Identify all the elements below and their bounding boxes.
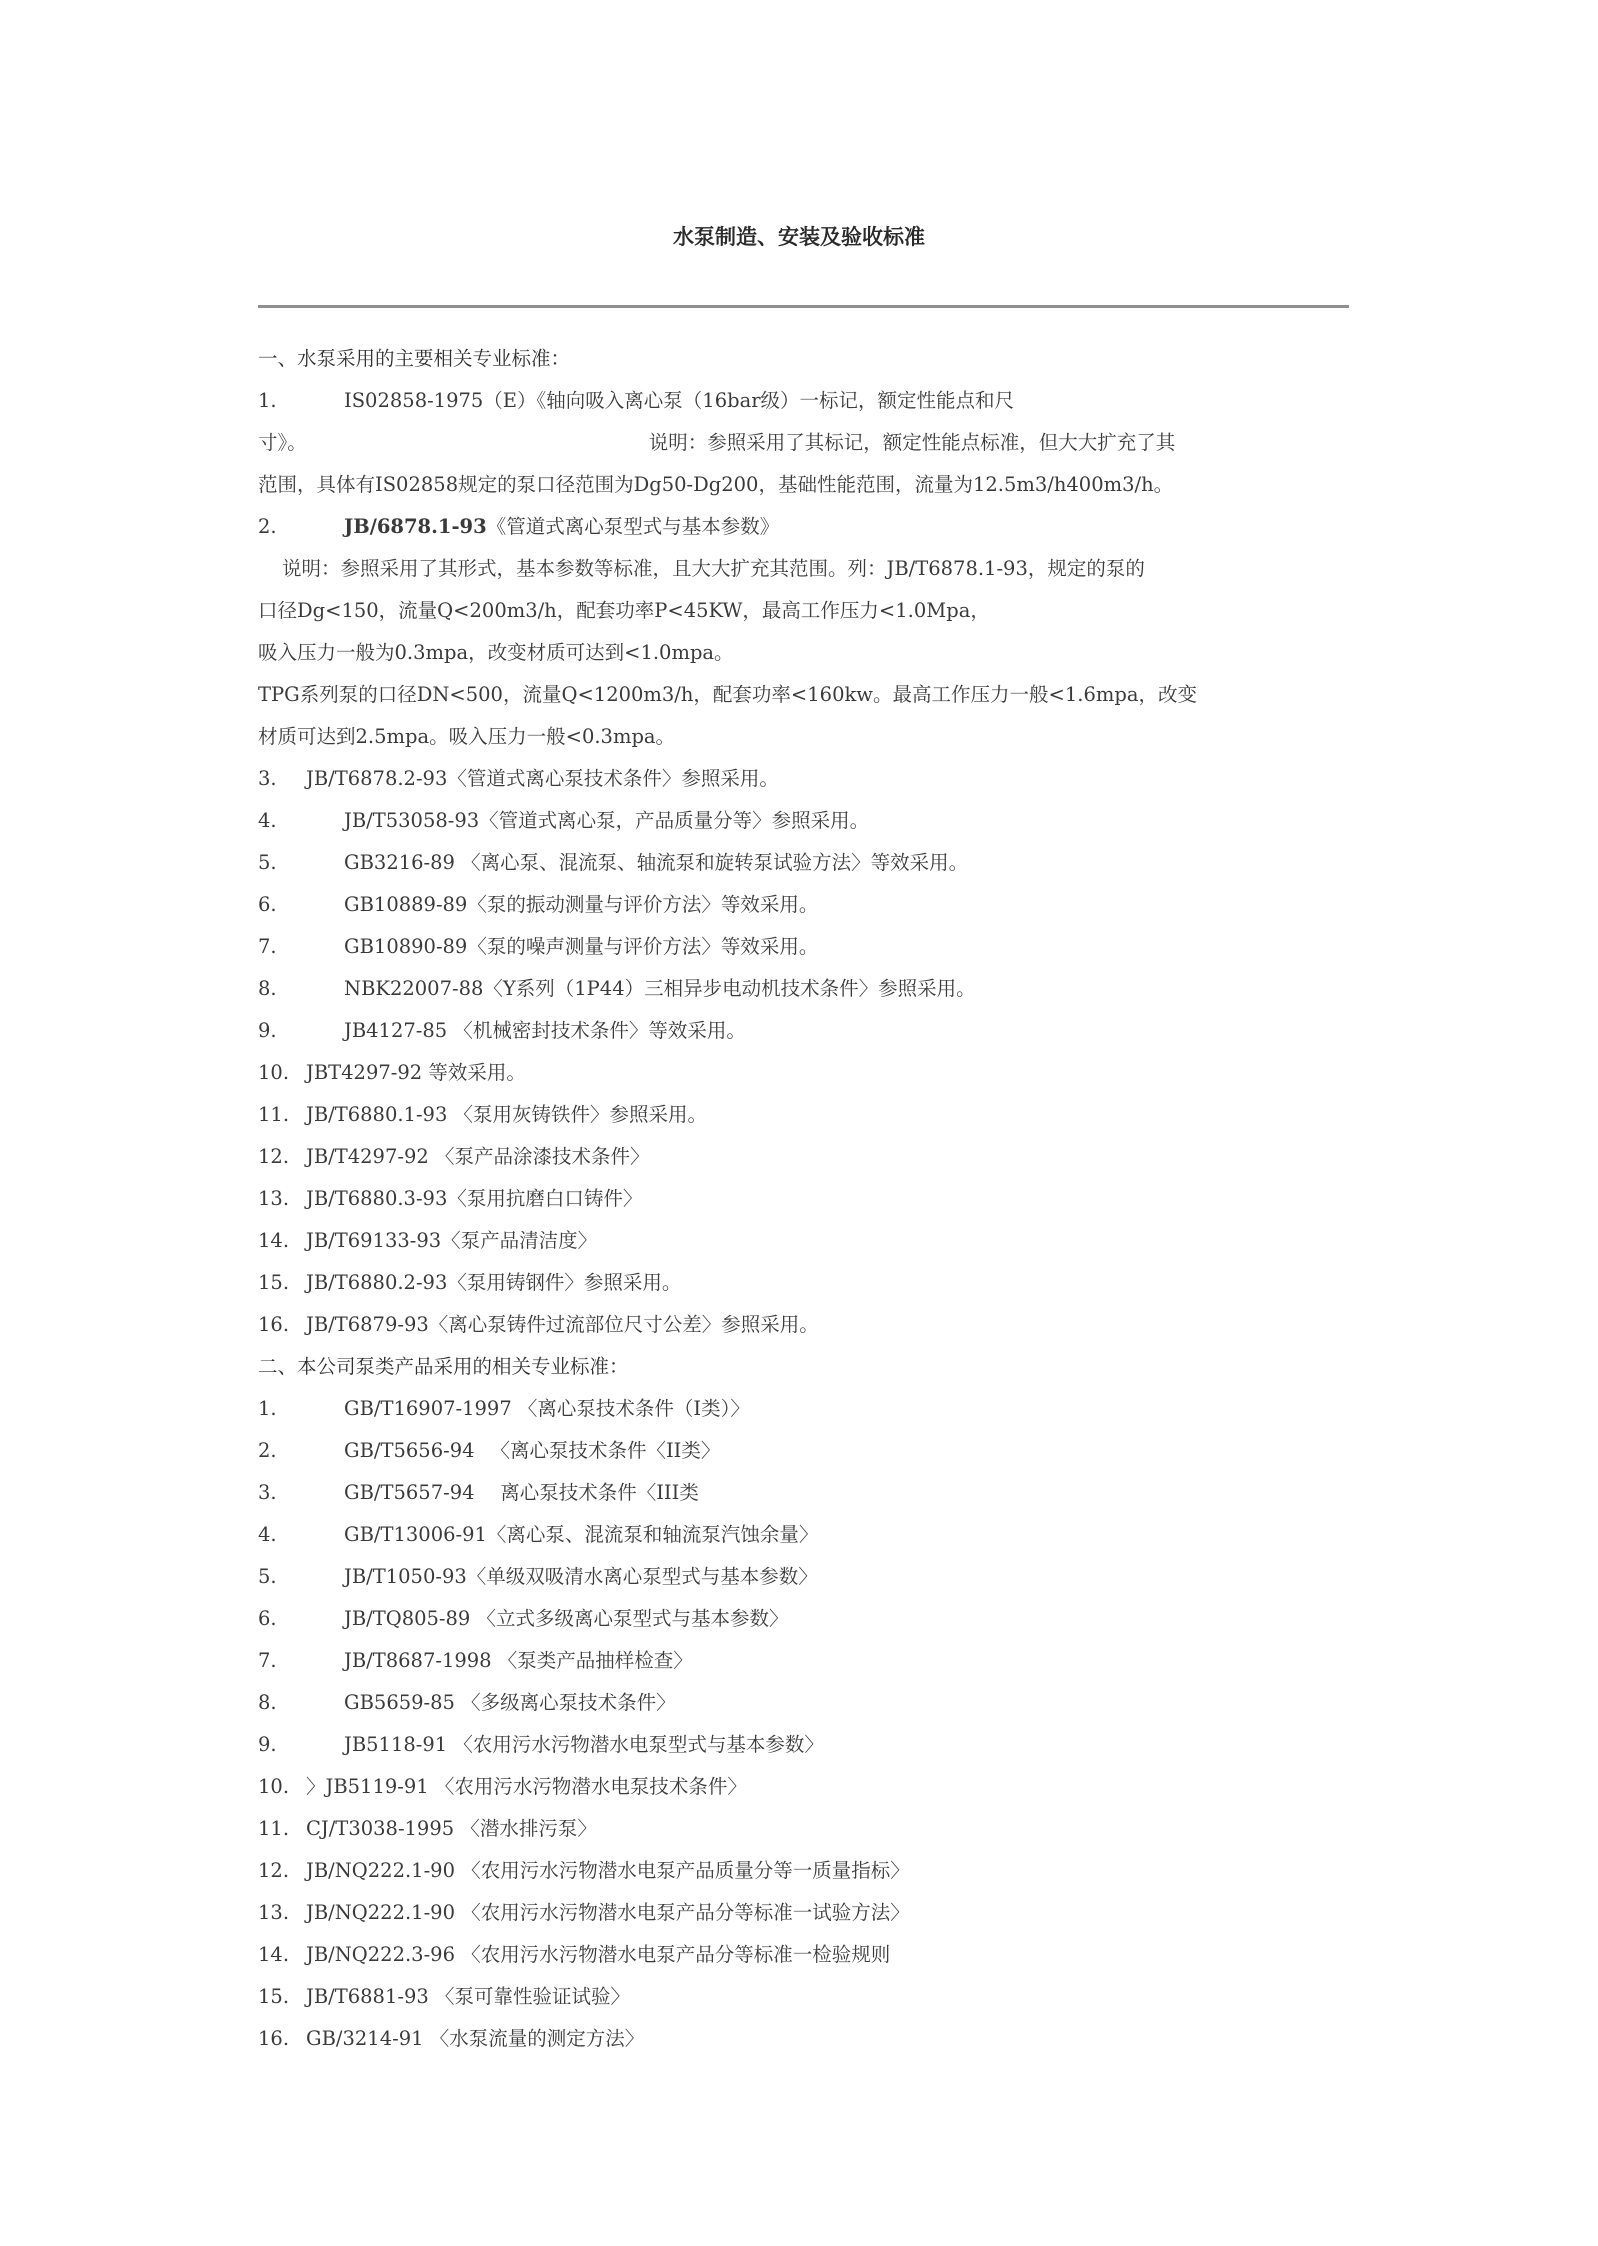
item-text: JB/T6880.2-93〈泵用铸钢件〉参照采用。 <box>306 1271 682 1294</box>
title-divider <box>258 305 1349 308</box>
item-text: CJ/T3038-1995 〈潜水排污泵〉 <box>306 1817 597 1840</box>
item-number: 8. <box>258 977 277 1000</box>
item-text: JB/T4297-92 〈泵产品涂漆技术条件〉 <box>306 1145 650 1168</box>
section-1-item-2-note-1 <box>258 548 1349 590</box>
item-number: 16. <box>258 2027 290 2050</box>
item-text: JB/T8687-1998 〈泵类产品抽样检查〉 <box>344 1649 693 1672</box>
section-1-list-item <box>258 842 1349 884</box>
section-1-list-item <box>258 1052 1349 1094</box>
item-number: 7. <box>258 1649 277 1672</box>
item-text: 寸》。 <box>258 431 307 454</box>
section-1-item-2-note-2: 口径Dg<150，流量Q<200m3/h，配套功率P<45KW，最高工作压力<1.0Mpa， <box>258 599 990 622</box>
section-2-list-item <box>258 1430 1349 1472</box>
item-number: 8. <box>258 1691 277 1714</box>
section-1-item-2-note-4: TPG系列泵的口径DN<500，流量Q<1200m3/h，配套功率<160kw。最高工作压力一般<1.6mpa，改变 <box>258 683 1197 706</box>
item-number: 13. <box>258 1187 290 1210</box>
section-1-list-item <box>258 1262 1349 1304</box>
item-text: GB/T13006-91〈离心泵、混流泵和轴流泵汽蚀余量〉 <box>344 1523 819 1546</box>
section-1-heading: 一、水泵采用的主要相关专业标准： <box>258 347 571 370</box>
item-text: JB/T6880.3-93〈泵用抗磨白口铸件〉 <box>306 1187 643 1210</box>
section-2-heading: 二、本公司泵类产品采用的相关专业标准： <box>258 1355 629 1378</box>
section-2-list-item <box>258 1640 1349 1682</box>
item-number: 4. <box>258 1523 277 1546</box>
item-text: GB5659-85 〈多级离心泵技术条件〉 <box>344 1691 676 1714</box>
item-number: 15. <box>258 1271 290 1294</box>
item-number: 1. <box>258 389 277 412</box>
item-text: GB10889-89〈泵的振动测量与评价方法〉等效采用。 <box>344 893 819 916</box>
section-2-list-item <box>258 1682 1349 1724</box>
section-2-list-item <box>258 1766 1349 1808</box>
section-1-list-item <box>258 1178 1349 1220</box>
section-2-list-item <box>258 1472 1349 1514</box>
section-2-list-item <box>258 1808 1349 1850</box>
item-number: 6. <box>258 893 277 916</box>
item-number: 5. <box>258 1565 277 1588</box>
item-number: 15. <box>258 1985 290 2008</box>
document-body <box>258 338 1349 2060</box>
section-2-list-item <box>258 1598 1349 1640</box>
section-2-list-item <box>258 2018 1349 2060</box>
section-1-item-1-line-1 <box>258 380 1349 422</box>
section-1-item-2 <box>258 506 1349 548</box>
item-text: GB10890-89〈泵的噪声测量与评价方法〉等效采用。 <box>344 935 819 958</box>
item-text: JB/T1050-93〈单级双吸清水离心泵型式与基本参数〉 <box>344 1565 818 1588</box>
section-2-list-item <box>258 1892 1349 1934</box>
item-number: 12. <box>258 1145 290 1168</box>
item-text: 〉JB5119-91 〈农用污水污物潜水电泵技术条件〉 <box>306 1775 747 1798</box>
section-1-list-item <box>258 1136 1349 1178</box>
section-2-standards-list <box>258 1388 1349 2060</box>
section-2-list-item <box>258 1850 1349 1892</box>
item-text: GB/T16907-1997 〈离心泵技术条件（I类）〉 <box>344 1397 750 1420</box>
section-1-list-item <box>258 1010 1349 1052</box>
item-text: JB4127-85 〈机械密封技术条件〉等效采用。 <box>344 1019 746 1042</box>
item-number: 4. <box>258 809 277 832</box>
section-1-list-item <box>258 758 1349 800</box>
item-number: 7. <box>258 935 277 958</box>
section-2-list-item <box>258 1934 1349 1976</box>
section-1-list-item <box>258 884 1349 926</box>
section-2-list-item <box>258 1556 1349 1598</box>
item-text: JB/NQ222.1-90 〈农用污水污物潜水电泵产品分等标准一试验方法〉 <box>306 1901 910 1924</box>
section-1-item-1-line-2 <box>258 422 1349 464</box>
item-number: 10. <box>258 1775 290 1798</box>
section-2-list-item <box>258 1976 1349 2018</box>
section-2-list-item <box>258 1514 1349 1556</box>
item-text: JB/T69133-93〈泵产品清洁度〉 <box>306 1229 598 1252</box>
section-1-list-item <box>258 926 1349 968</box>
item-number: 3. <box>258 1481 277 1504</box>
section-1-item-2-note-3: 吸入压力一般为0.3mpa，改变材质可达到<1.0mpa。 <box>258 641 734 664</box>
item-number: 10. <box>258 1061 290 1084</box>
item-number: 9. <box>258 1733 277 1756</box>
item-text: JB/NQ222.1-90 〈农用污水污物潜水电泵产品质量分等一质量指标〉 <box>306 1859 910 1882</box>
item-number: 11. <box>258 1817 290 1840</box>
section-1-list-item <box>258 968 1349 1010</box>
item-number: 16. <box>258 1313 290 1336</box>
section-1-list-item <box>258 1094 1349 1136</box>
item-text: JB/T6879-93〈离心泵铸件过流部位尺寸公差〉参照采用。 <box>306 1313 819 1336</box>
section-1-standards-list <box>258 758 1349 1346</box>
item-note: 说明：参照采用了其形式，基本参数等标准，且大大扩充其范围。列：JB/T6878.1-93，规定的泵的 <box>282 557 1145 580</box>
item-text: JB/T6881-93 〈泵可靠性验证试验〉 <box>306 1985 630 2008</box>
item-text: JBT4297-92 等效采用。 <box>306 1061 526 1084</box>
item-note: 说明：参照采用了其标记，额定性能点标准，但大大扩充了其 <box>648 431 1176 454</box>
item-text: JB/T6880.1-93 〈泵用灰铸铁件〉参照采用。 <box>306 1103 708 1126</box>
item-text: JB/T6878.2-93〈管道式离心泵技术条件〉参照采用。 <box>306 767 779 790</box>
item-number: 6. <box>258 1607 277 1630</box>
item-text: GB/3214-91 〈水泵流量的测定方法〉 <box>306 2027 645 2050</box>
section-1-list-item <box>258 1304 1349 1346</box>
item-title: 《管道式离心泵型式与基本参数》 <box>486 515 780 538</box>
document-title: 水泵制造、安装及验收标准 <box>673 224 925 249</box>
item-text: IS02858-1975（E）《轴向吸入离心泵（16bar级）一标记，额定性能点和尺 <box>344 389 1015 412</box>
item-text: JB5118-91 〈农用污水污物潜水电泵型式与基本参数〉 <box>344 1733 824 1756</box>
item-number: 5. <box>258 851 277 874</box>
item-number: 1. <box>258 1397 277 1420</box>
item-text: JB/TQ805-89 〈立式多级离心泵型式与基本参数〉 <box>344 1607 789 1630</box>
item-number: 12. <box>258 1859 290 1882</box>
item-text: NBK22007-88〈Y系列（1P44）三相异步电动机技术条件〉参照采用。 <box>344 977 976 1000</box>
item-number: 2. <box>258 515 277 538</box>
section-1-item-1-line-3: 范围，具体有IS02858规定的泵口径范围为Dg50-Dg200，基础性能范围，流量为12.5m3/h400m3/h。 <box>258 473 1174 496</box>
item-text: GB3216-89 〈离心泵、混流泵、轴流泵和旋转泵试验方法〉等效采用。 <box>344 851 969 874</box>
section-1-list-item <box>258 800 1349 842</box>
item-number: 14. <box>258 1943 290 1966</box>
item-number: 14. <box>258 1229 290 1252</box>
section-2-list-item <box>258 1388 1349 1430</box>
item-text: JB/NQ222.3-96 〈农用污水污物潜水电泵产品分等标准一检验规则 <box>306 1943 891 1966</box>
item-number: 3. <box>258 767 277 790</box>
item-number: 2. <box>258 1439 277 1462</box>
item-text: GB/T5657-94 离心泵技术条件〈III类 <box>344 1481 699 1504</box>
section-2-list-item <box>258 1724 1349 1766</box>
item-number: 11. <box>258 1103 290 1126</box>
item-code: JB/6878.1-93 <box>344 515 487 538</box>
item-number: 9. <box>258 1019 277 1042</box>
section-1-list-item <box>258 1220 1349 1262</box>
item-text: JB/T53058-93〈管道式离心泵，产品质量分等〉参照采用。 <box>344 809 870 832</box>
item-number: 13. <box>258 1901 290 1924</box>
item-text: GB/T5656-94 〈离心泵技术条件〈II类〉 <box>344 1439 721 1462</box>
section-1-item-2-note-5: 材质可达到2.5mpa。吸入压力一般<0.3mpa。 <box>258 725 676 748</box>
